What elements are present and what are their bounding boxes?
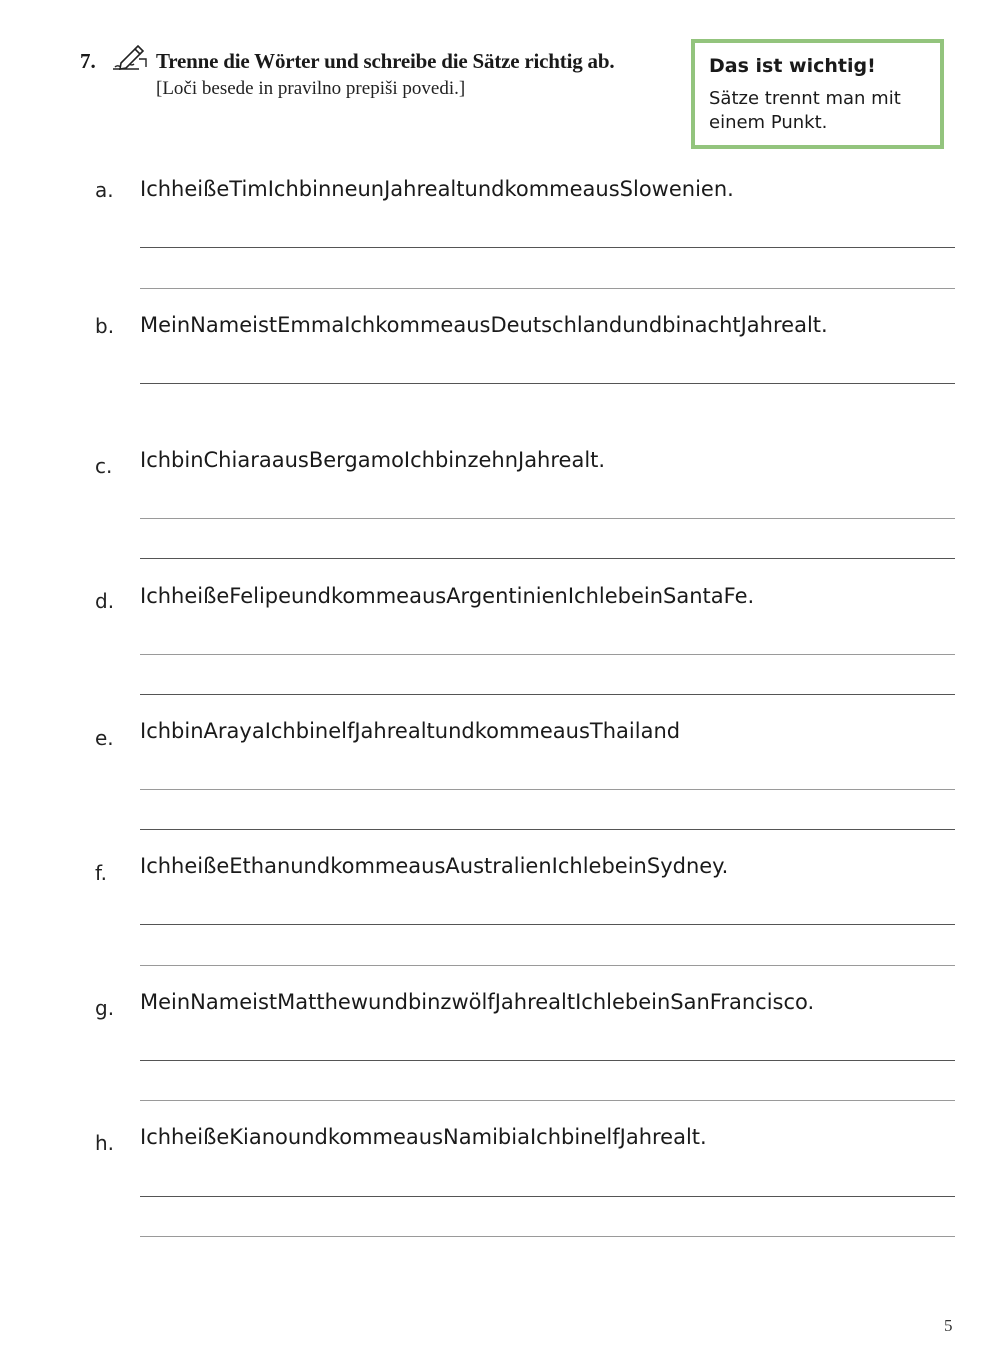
item-letter: d.: [95, 589, 115, 613]
writing-line[interactable]: [140, 1236, 955, 1237]
writing-line[interactable]: [140, 1196, 955, 1197]
task-title: Trenne die Wörter und schreibe die Sätze richtig ab.: [156, 49, 615, 73]
writing-line[interactable]: [140, 288, 955, 289]
item-text: IchbinArayaIchbinelfJahrealtundkommeausThailand: [140, 719, 681, 743]
writing-line[interactable]: [140, 924, 955, 925]
item-letter: h.: [95, 1131, 115, 1155]
writing-line[interactable]: [140, 789, 955, 790]
writing-line[interactable]: [140, 1060, 955, 1061]
item-text: IchheißeTimIchbinneunJahrealtundkommeausSlowenien.: [140, 177, 734, 201]
item-letter: b.: [95, 314, 115, 338]
info-box: [691, 39, 944, 149]
writing-line[interactable]: [140, 383, 955, 384]
task-subtitle: [Loči besede in pravilno prepiši povedi.]: [156, 78, 466, 99]
item-text: IchheißeEthanundkommeausAustralienIchlebeinSydney.: [140, 854, 729, 878]
item-letter: c.: [95, 454, 113, 478]
page-number: 5: [944, 1316, 953, 1335]
writing-line[interactable]: [140, 247, 955, 248]
writing-line[interactable]: [140, 965, 955, 966]
writing-line[interactable]: [140, 654, 955, 655]
writing-line[interactable]: [140, 694, 955, 695]
writing-line[interactable]: [140, 518, 955, 519]
writing-line[interactable]: [140, 558, 955, 559]
item-letter: f.: [95, 861, 107, 885]
info-box-text: Sätze trennt man mit einem Punkt.: [709, 88, 901, 133]
item-text: IchbinChiaraausBergamoIchbinzehnJahrealt.: [140, 448, 606, 472]
item-letter: g.: [95, 996, 115, 1020]
info-box-title: Das ist wichtig!: [709, 55, 876, 77]
task-number: 7.: [80, 49, 96, 73]
writing-line[interactable]: [140, 1100, 955, 1101]
pencil-writing-icon: [109, 45, 149, 73]
item-letter: a.: [95, 178, 114, 202]
item-text: MeinNameistEmmaIchkommeausDeutschlandundbinachtJahrealt.: [140, 313, 828, 337]
item-letter: e.: [95, 726, 114, 750]
item-text: MeinNameistMatthewundbinzwölfJahrealtIchlebeinSanFrancisco.: [140, 990, 815, 1014]
item-text: IchheißeFelipeundkommeausArgentinienIchlebeinSantaFe.: [140, 584, 755, 608]
writing-line[interactable]: [140, 829, 955, 830]
item-text: IchheißeKianoundkommeausNamibiaIchbinelfJahrealt.: [140, 1125, 707, 1149]
